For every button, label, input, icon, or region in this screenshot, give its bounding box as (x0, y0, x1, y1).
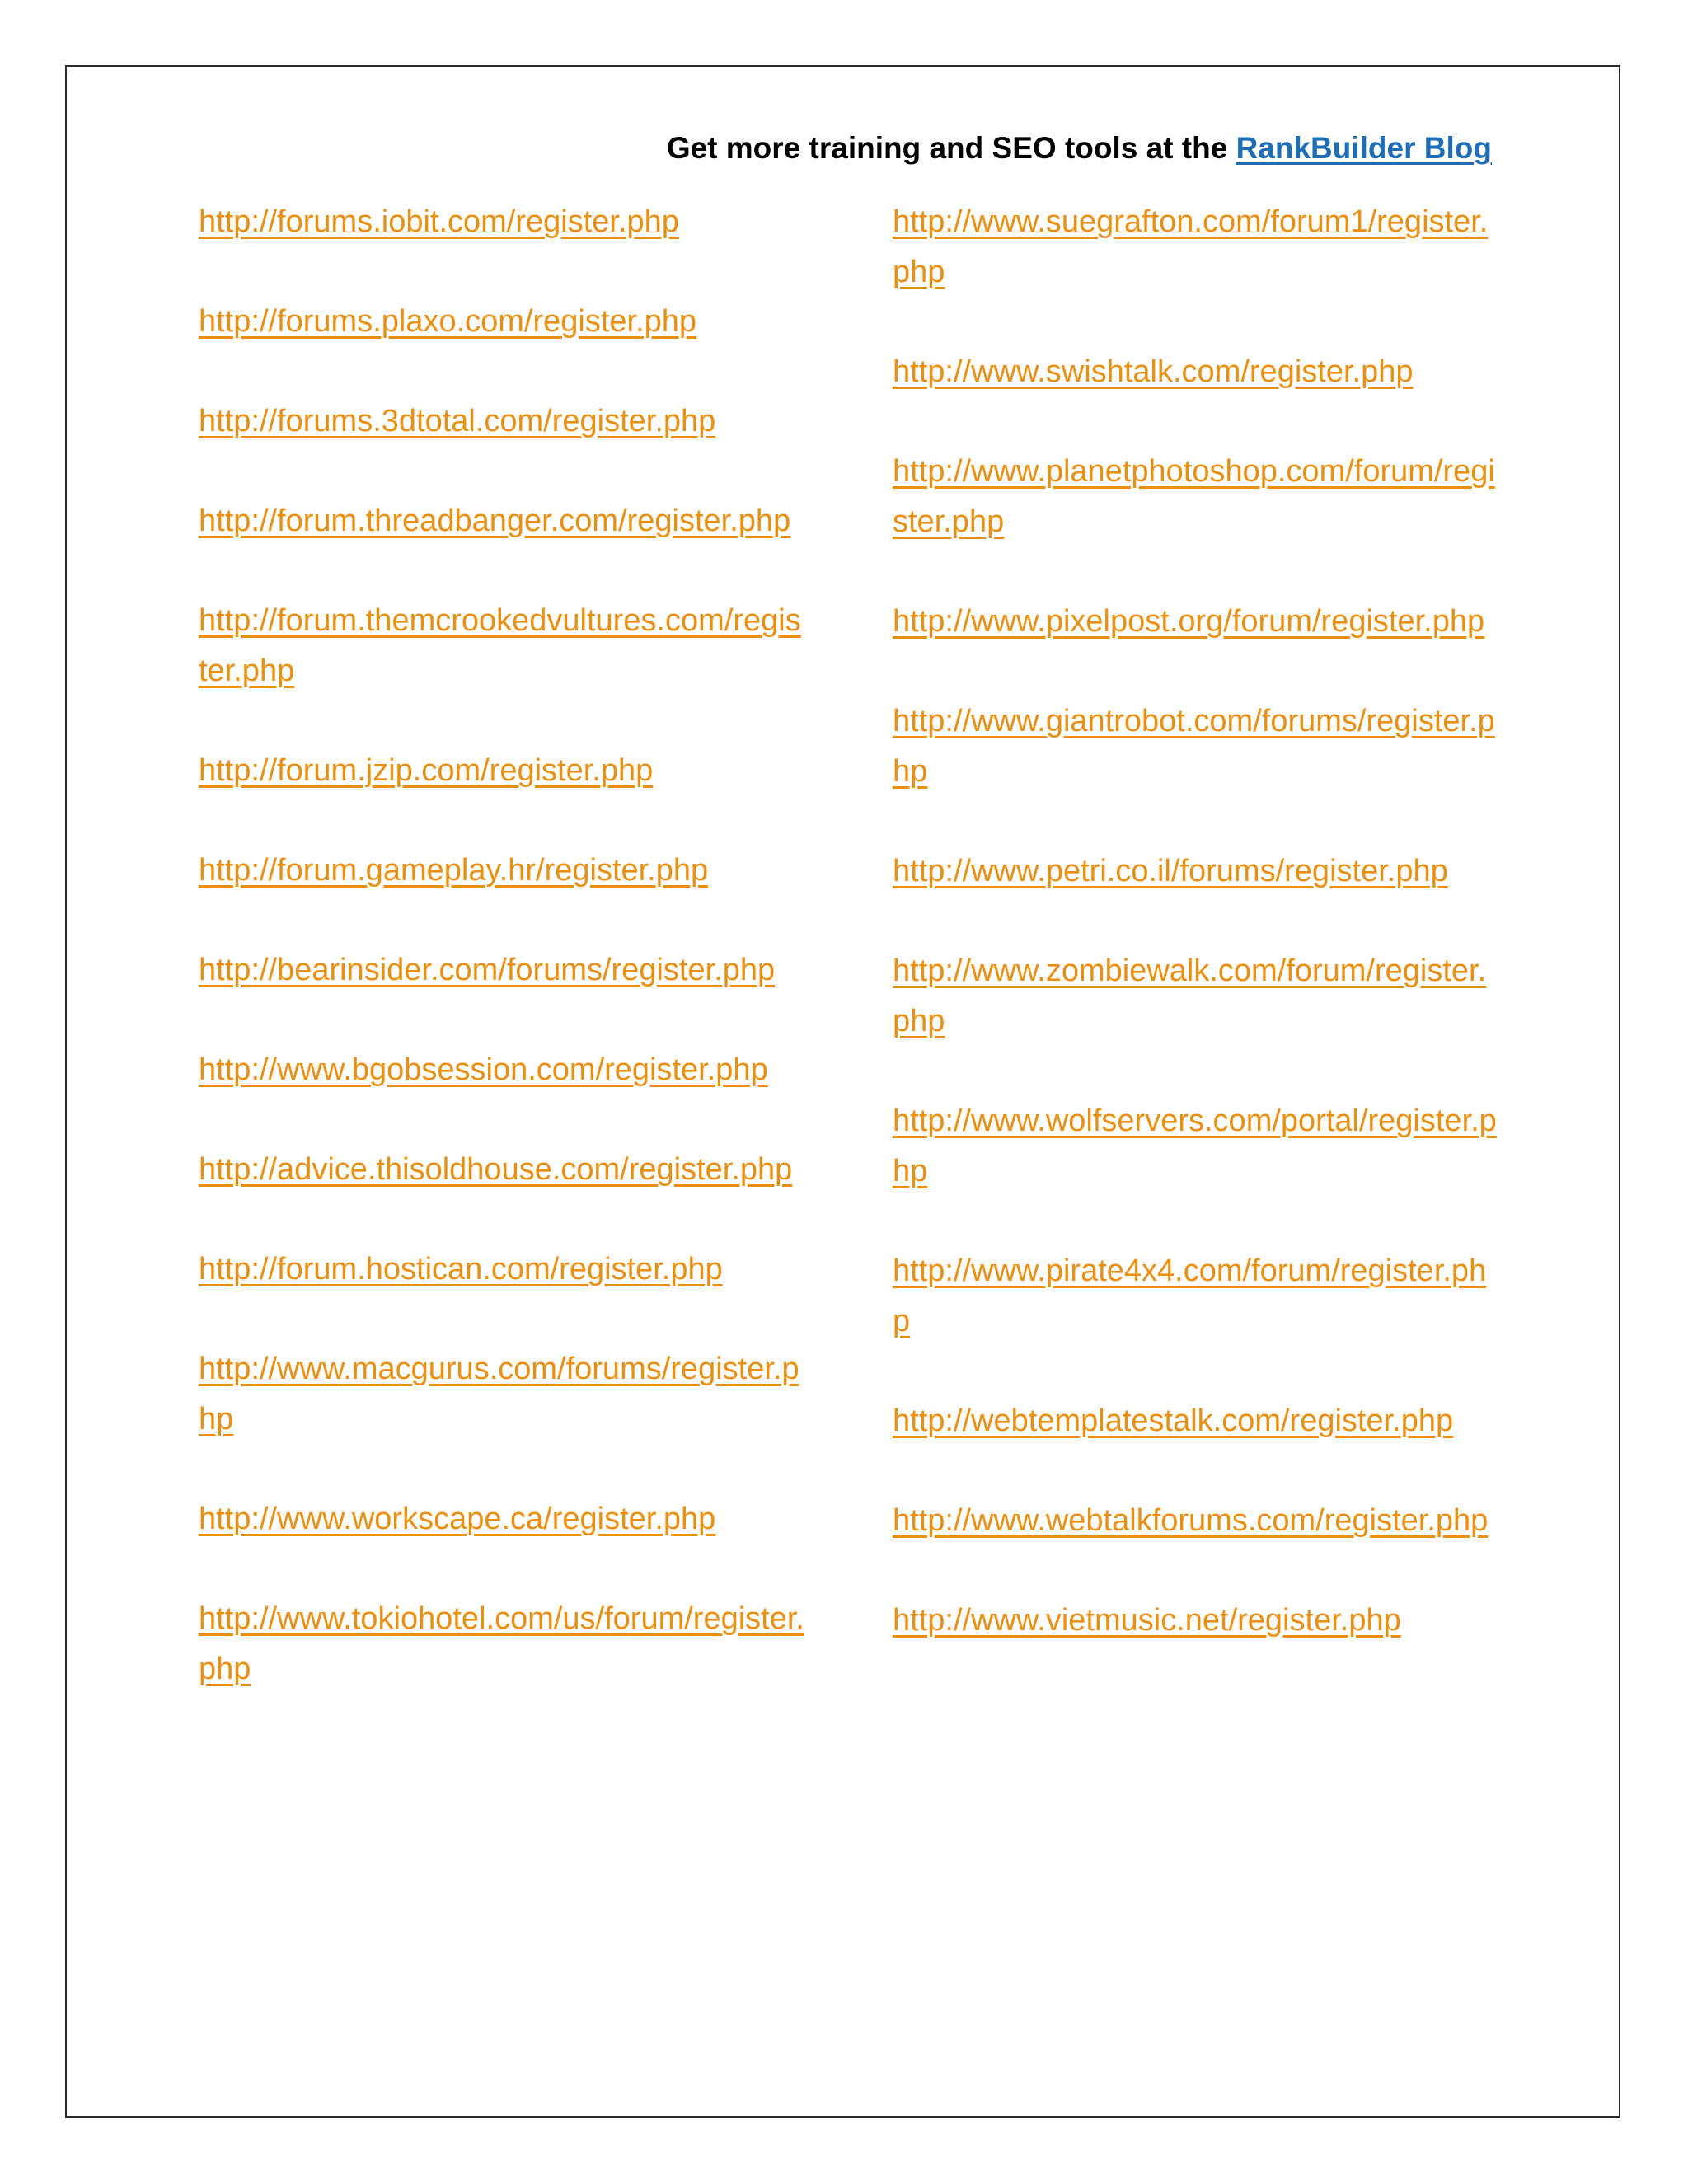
left-link-column (199, 197, 809, 1744)
forum-register-link[interactable]: http://www.zombiewalk.com/forum/register.php (893, 954, 1487, 1038)
forum-register-link[interactable]: http://www.swishtalk.com/register.php (893, 354, 1414, 389)
forum-register-link[interactable]: http://webtemplatestalk.com/register.php (893, 1404, 1454, 1438)
forum-register-link[interactable]: http://forum.threadbanger.com/register.php (199, 504, 791, 538)
page-header (495, 124, 1492, 173)
forum-register-link[interactable]: http://www.tokiohotel.com/us/forum/register.php (199, 1601, 804, 1686)
forum-register-link[interactable]: http://www.pirate4x4.com/forum/register.php (893, 1254, 1487, 1338)
forum-register-link[interactable]: http://forum.jzip.com/register.php (199, 753, 654, 788)
rankbuilder-blog-link[interactable]: RankBuilder Blog (1236, 131, 1492, 165)
forum-register-link[interactable]: http://www.petri.co.il/forums/register.php (893, 854, 1448, 888)
forum-register-link[interactable]: http://www.workscape.ca/register.php (199, 1502, 716, 1536)
forum-register-link[interactable]: http://www.pixelpost.org/forum/register.php (893, 604, 1485, 639)
forum-register-link[interactable]: http://advice.thisoldhouse.com/register.php (199, 1152, 793, 1187)
forum-register-link[interactable]: http://bearinsider.com/forums/register.php (199, 953, 776, 987)
right-link-column (893, 197, 1503, 1695)
forum-register-link[interactable]: http://forums.plaxo.com/register.php (199, 304, 697, 339)
header-text: Get more training and SEO tools at the (666, 131, 1236, 165)
forum-register-link[interactable]: http://www.vietmusic.net/register.php (893, 1603, 1401, 1638)
forum-register-link[interactable]: http://www.webtalkforums.com/register.php (893, 1503, 1489, 1538)
forum-register-link[interactable]: http://forum.gameplay.hr/register.php (199, 853, 709, 888)
forum-register-link[interactable]: http://forum.themcrookedvultures.com/register.php (199, 603, 801, 688)
forum-register-link[interactable]: http://www.bgobsession.com/register.php (199, 1052, 768, 1087)
forum-register-link[interactable]: http://www.planetphotoshop.com/forum/register.php (893, 454, 1495, 539)
forum-register-link[interactable]: http://forums.iobit.com/register.php (199, 204, 679, 239)
forum-register-link[interactable]: http://www.macgurus.com/forums/register.php (199, 1352, 799, 1436)
forum-register-link[interactable]: http://forum.hostican.com/register.php (199, 1252, 723, 1286)
forum-register-link[interactable]: http://forums.3dtotal.com/register.php (199, 404, 716, 438)
forum-register-link[interactable]: http://www.suegrafton.com/forum1/register.php (893, 204, 1489, 289)
forum-register-link[interactable]: http://www.giantrobot.com/forums/register.php (893, 704, 1495, 789)
forum-register-link[interactable]: http://www.wolfservers.com/portal/register.php (893, 1104, 1497, 1188)
